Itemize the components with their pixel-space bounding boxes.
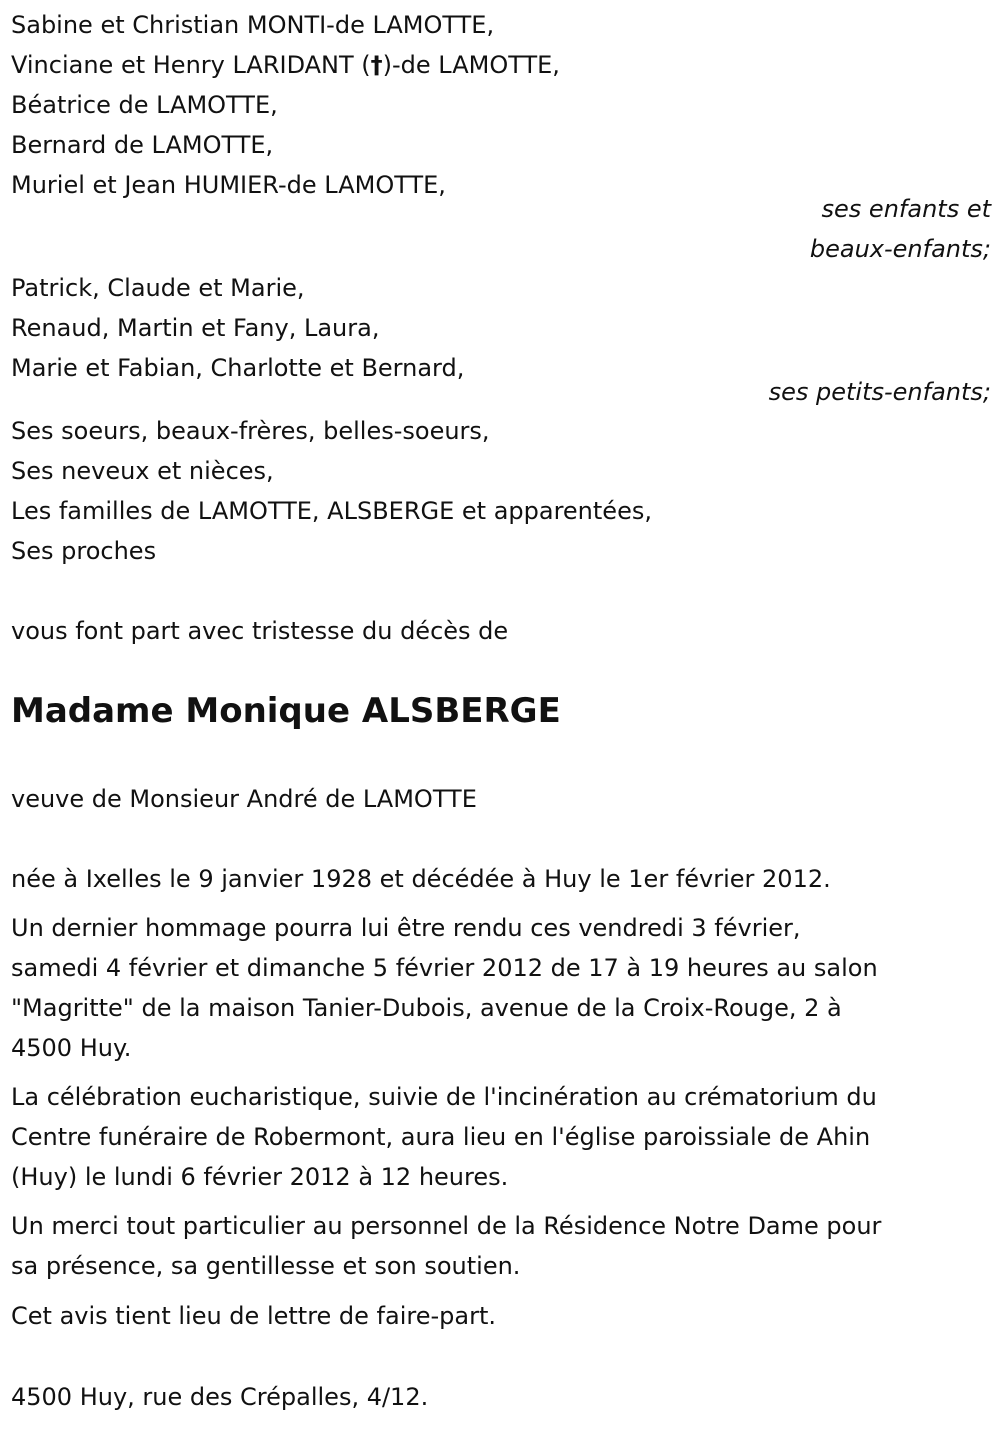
deceased-name: Madame Monique ALSBERGE [11, 691, 561, 731]
homage-line: 4500 Huy. [11, 1034, 132, 1062]
family-line: Muriel et Jean HUMIER-de LAMOTTE, [11, 171, 446, 199]
family-line-end: )-de LAMOTTE, [382, 51, 560, 79]
celebration-line: Centre funéraire de Robermont, aura lieu en l'église paroissiale de Ahin [11, 1123, 871, 1151]
cross-icon: † [370, 51, 383, 79]
family-line [11, 45, 560, 85]
family-line: Sabine et Christian MONTI-de LAMOTTE, [11, 11, 495, 39]
family-line: Béatrice de LAMOTTE, [11, 91, 278, 119]
family-line: Les familles de LAMOTTE, ALSBERGE et apparentées, [11, 497, 652, 525]
family-line-start: Vinciane et Henry LARIDANT ( [11, 51, 371, 79]
celebration-line: La célébration eucharistique, suivie de l'incinération au crématorium du [11, 1083, 877, 1111]
family-line: Ses soeurs, beaux-frères, belles-soeurs, [11, 417, 490, 445]
thanks-line: Un merci tout particulier au personnel de la Résidence Notre Dame pour [11, 1212, 882, 1240]
family-line: Marie et Fabian, Charlotte et Bernard, [11, 354, 465, 382]
family-line: Ses neveux et nièces, [11, 457, 274, 485]
homage-line: "Magritte" de la maison Tanier-Dubois, avenue de la Croix-Rouge, 2 à [11, 994, 842, 1022]
thanks-line: sa présence, sa gentillesse et son soutien. [11, 1252, 521, 1280]
homage-line: samedi 4 février et dimanche 5 février 2012 de 17 à 19 heures au salon [11, 954, 878, 982]
children-caption: ses enfants et [821, 195, 991, 223]
family-line: Renaud, Martin et Fany, Laura, [11, 314, 380, 342]
family-line: Patrick, Claude et Marie, [11, 274, 305, 302]
children-caption: beaux-enfants; [809, 235, 991, 263]
celebration-line: (Huy) le lundi 6 février 2012 à 12 heures. [11, 1163, 509, 1191]
grandchildren-caption: ses petits-enfants; [768, 378, 991, 406]
homage-line: Un dernier hommage pourra lui être rendu ces vendredi 3 février, [11, 914, 801, 942]
address-text: 4500 Huy, rue des Crépalles, 4/12. [11, 1383, 429, 1411]
family-line: Bernard de LAMOTTE, [11, 131, 274, 159]
birth-death-text: née à Ixelles le 9 janvier 1928 et décédée à Huy le 1er février 2012. [11, 865, 831, 893]
widow-of-text: veuve de Monsieur André de LAMOTTE [11, 785, 477, 813]
family-line: Ses proches [11, 537, 157, 565]
notice-text: Cet avis tient lieu de lettre de faire-part. [11, 1302, 496, 1330]
announcement-text: vous font part avec tristesse du décès de [11, 617, 509, 645]
